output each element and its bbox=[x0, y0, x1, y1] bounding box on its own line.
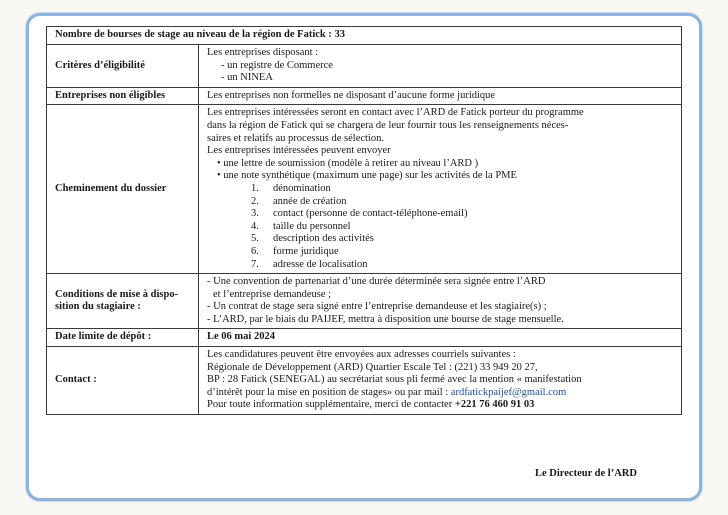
conditions-label: Conditions de mise à dispo- sition du stagiaire : bbox=[47, 274, 199, 329]
conditions-line: - Une convention de partenariat d’une durée déterminée sera signée entre l’ARD bbox=[207, 276, 546, 288]
conditions-row bbox=[47, 274, 682, 329]
procedure-item: 7. adresse de localisation bbox=[251, 258, 368, 270]
procedure-item: 6. forme juridique bbox=[251, 245, 339, 257]
procedure-item: 5. description des activités bbox=[251, 233, 374, 245]
criteria-line: - un NINEA bbox=[221, 72, 273, 84]
procedure-row bbox=[47, 105, 682, 274]
contact-email-link[interactable]: ardfatickpaijef@gmail.com bbox=[450, 386, 567, 398]
procedure-bullet: • une note synthétique (maximum une page) sur les activités de la PME bbox=[217, 170, 517, 182]
procedure-item: 2. année de création bbox=[251, 195, 347, 207]
deadline-label: Date limite de dépôt : bbox=[47, 329, 199, 347]
criteria-row bbox=[47, 45, 682, 88]
contact-line: Les candidatures peuvent être envoyées aux adresses courriels suivantes : bbox=[207, 349, 516, 361]
contact-line: Régionale de Développement (ARD) Quartier Escale Tel : (221) 33 949 20 27, bbox=[207, 361, 538, 373]
non-eligible-label: Entreprises non éligibles bbox=[47, 87, 199, 105]
procedure-item: 4. taille du personnel bbox=[251, 220, 351, 232]
procedure-item: 3. contact (personne de contact-téléphone-email) bbox=[251, 208, 468, 220]
title-row bbox=[47, 27, 682, 45]
conditions-content bbox=[199, 274, 682, 329]
procedure-bullet: • une lettre de soumission (modèle à retirer au niveau l’ARD ) bbox=[217, 157, 479, 169]
criteria-content bbox=[199, 45, 682, 88]
conditions-line: et l’entreprise demandeuse ; bbox=[213, 288, 332, 300]
contact-phone: +221 76 460 91 03 bbox=[454, 399, 535, 411]
signature: Le Directeur de l’ARD bbox=[535, 468, 637, 479]
contact-line: Pour toute information supplémentaire, merci de contacter +221 76 460 91 03 bbox=[207, 399, 535, 411]
table-title: Nombre de bourses de stage au niveau de la région de Fatick : 33 bbox=[47, 27, 682, 45]
deadline-value: Le 06 mai 2024 bbox=[199, 329, 682, 347]
info-table bbox=[46, 26, 682, 415]
conditions-line: - Un contrat de stage sera signé entre l’entreprise demandeuse et les stagiaire(s) ; bbox=[207, 301, 547, 313]
procedure-intro-line: Les entreprises intéressées peuvent envoyer bbox=[207, 145, 391, 157]
criteria-label: Critères d’éligibilité bbox=[47, 45, 199, 88]
procedure-item: 1. dénomination bbox=[251, 182, 331, 194]
contact-line: d’intérêt pour la mise en position de stages» ou par mail : ardfatickpaijef@gmail.com bbox=[207, 386, 567, 398]
deadline-row bbox=[47, 329, 682, 347]
contact-row bbox=[47, 347, 682, 415]
procedure-label: Cheminement du dossier bbox=[47, 105, 199, 274]
criteria-line: Les entreprises disposant : bbox=[207, 47, 319, 58]
procedure-intro-line: saires et relatifs au processus de sélection. bbox=[207, 132, 384, 144]
contact-content bbox=[199, 347, 682, 415]
non-eligible-row bbox=[47, 87, 682, 105]
conditions-line: - L’ARD, par le biais du PAIJEF, mettra à disposition une bourse de stage mensuelle. bbox=[207, 313, 564, 325]
procedure-content bbox=[199, 105, 682, 274]
procedure-intro-line: dans la région de Fatick qui se chargera de leur fournir tous les renseignements néces- bbox=[207, 119, 569, 131]
procedure-intro-line: Les entreprises intéressées seront en contact avec l’ARD de Fatick porteur du programme bbox=[207, 107, 584, 119]
contact-label: Contact : bbox=[47, 347, 199, 415]
criteria-line: - un registre de Commerce bbox=[221, 59, 333, 71]
contact-line: BP : 28 Fatick (SENEGAL) au secrétariat sous pli fermé avec la mention « manifestation bbox=[207, 374, 582, 386]
non-eligible-text: Les entreprises non formelles ne disposant d’aucune forme juridique bbox=[199, 87, 682, 105]
